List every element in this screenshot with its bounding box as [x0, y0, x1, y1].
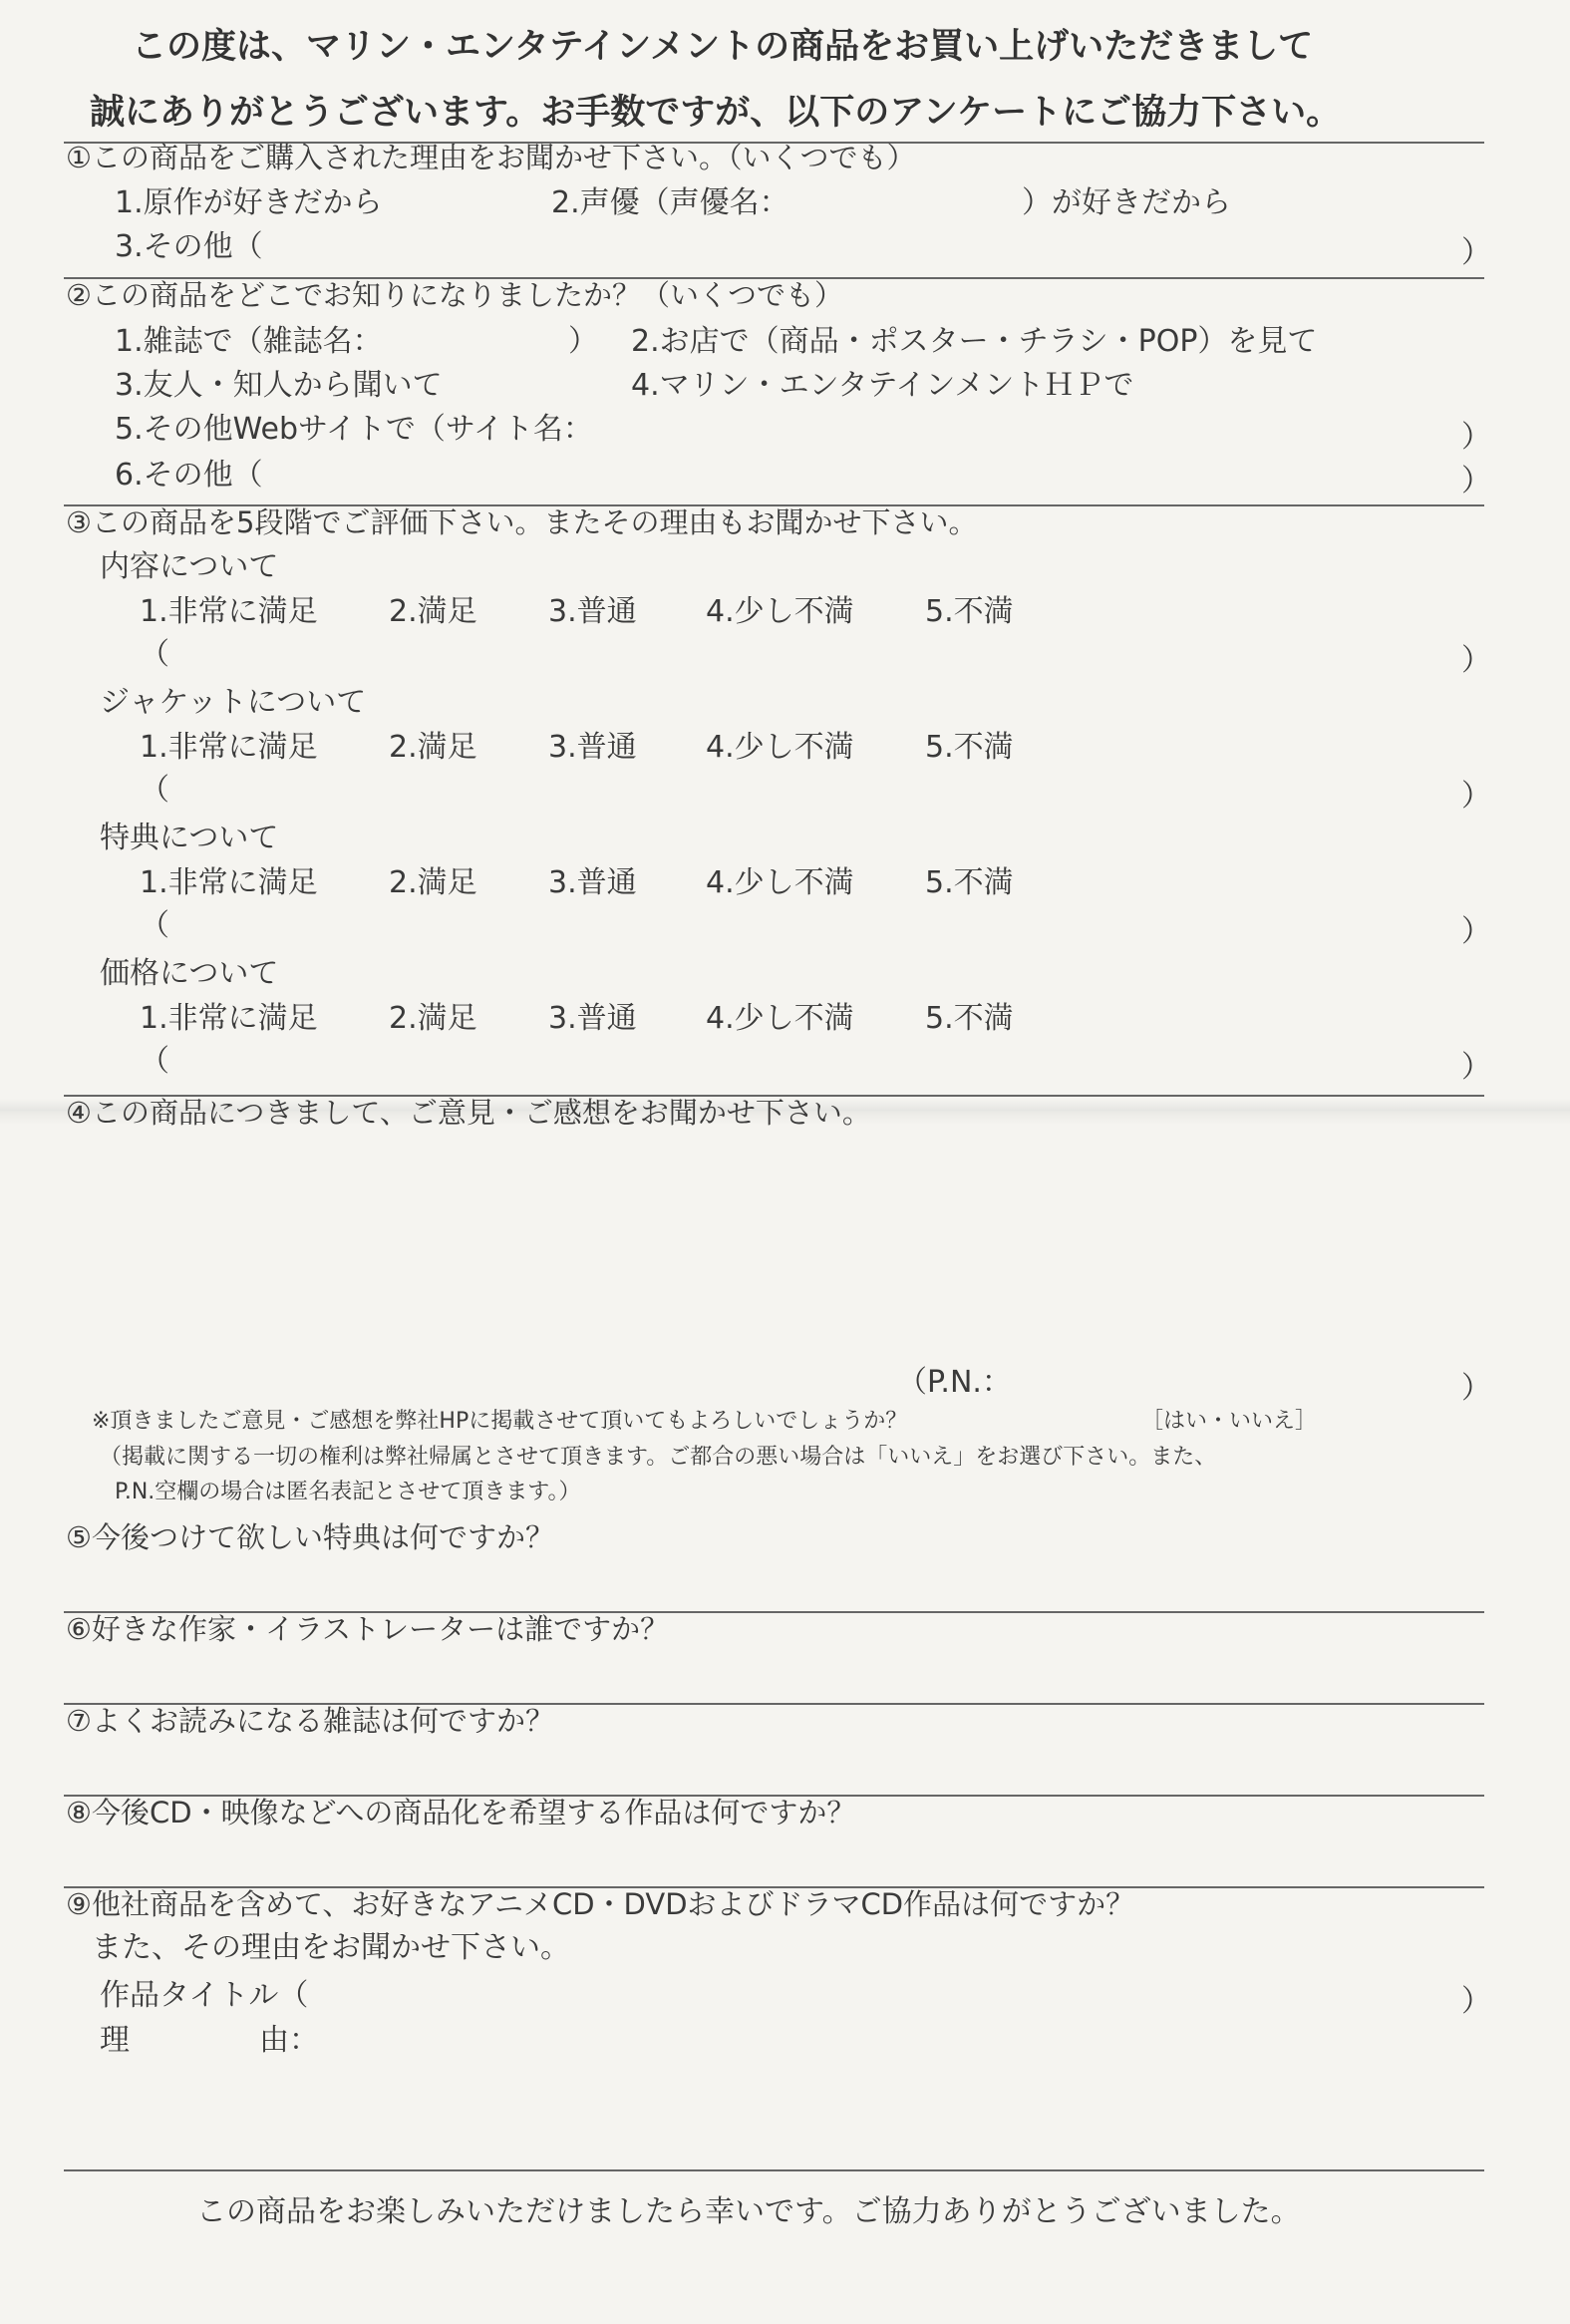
- q2-option-4[interactable]: 4.マリン・エンタテインメントＨＰで: [631, 368, 1134, 403]
- q4-pen-name[interactable]: （P.N.：: [897, 1365, 1012, 1400]
- q4-publish-note: ※頂きましたご意見・ご感想を弊社HPに掲載させて頂いてもよろしいでしょうか？: [92, 1409, 908, 1434]
- q1-option-3[interactable]: 3.その他（: [115, 229, 263, 264]
- q4-pen-name-close: ）: [1461, 1371, 1491, 1406]
- q3-content-close-paren: ）: [1461, 643, 1491, 678]
- q3-content-rating-3[interactable]: 3.普通: [548, 594, 637, 629]
- q3-category-content: 内容について: [100, 549, 279, 584]
- q3-bonus-rating-1[interactable]: 1.非常に満足: [140, 865, 318, 900]
- q7-title: ⑦よくお読みになる雑誌は何ですか？: [66, 1704, 554, 1738]
- q3-jacket-rating-5[interactable]: 5.不満: [925, 730, 1014, 765]
- q3-category-price: 価格について: [100, 956, 279, 991]
- q3-price-rating-1[interactable]: 1.非常に満足: [140, 1001, 318, 1036]
- q4-rights-note: （掲載に関する一切の権利は弊社帰属とさせて頂きます。ご都合の悪い場合は「いいえ」をお選び下さい。また、: [100, 1445, 1217, 1470]
- q3-category-jacket: ジャケットについて: [100, 685, 367, 720]
- q3-price-close-paren: ）: [1461, 1050, 1491, 1085]
- q1-option-2[interactable]: 2.声優（声優名：: [551, 185, 789, 220]
- q3-bonus-rating-5[interactable]: 5.不満: [925, 865, 1014, 900]
- q3-jacket-close-paren: ）: [1461, 779, 1491, 814]
- q3-jacket-rating-4[interactable]: 4.少し不満: [706, 730, 854, 765]
- q3-bonus-open-paren: （: [140, 908, 169, 943]
- q2-option-5-close: ）: [1461, 420, 1491, 455]
- header-line-2: 誠にありがとうございます。お手数ですが、以下のアンケートにご協力下さい。: [90, 93, 1342, 133]
- q9-reason-label-a: 理: [100, 2023, 130, 2058]
- q3-price-rating-3[interactable]: 3.普通: [548, 1001, 637, 1036]
- q3-jacket-rating-3[interactable]: 3.普通: [548, 730, 637, 765]
- q3-bonus-rating-3[interactable]: 3.普通: [548, 865, 637, 900]
- q4-publish-choice[interactable]: ［はい・いいえ］: [1141, 1409, 1318, 1434]
- q3-content-rating-2[interactable]: 2.満足: [389, 594, 477, 629]
- q3-jacket-rating-2[interactable]: 2.満足: [389, 730, 477, 765]
- q6-title: ⑥好きな作家・イラストレーターは誰ですか？: [66, 1612, 670, 1646]
- footer-thanks: この商品をお楽しみいただけましたら幸いです。ご協力ありがとうございました。: [196, 2194, 1301, 2229]
- q9-work-title[interactable]: 作品タイトル（: [100, 1978, 309, 2013]
- q4-anonymous-note: P.N.空欄の場合は匿名表記とさせて頂きます。）: [115, 1480, 581, 1504]
- q3-bonus-close-paren: ）: [1461, 914, 1491, 949]
- q1-option-1[interactable]: 1.原作が好きだから: [115, 185, 383, 220]
- q9-work-title-close: ）: [1461, 1984, 1491, 2019]
- q3-price-rating-4[interactable]: 4.少し不満: [706, 1001, 854, 1036]
- q2-option-1-close: ）: [568, 324, 598, 359]
- q2-title: ②この商品をどこでお知りになりましたか？（いくつでも）: [66, 278, 843, 312]
- q3-jacket-rating-1[interactable]: 1.非常に満足: [140, 730, 318, 765]
- q3-jacket-open-paren: （: [140, 773, 169, 808]
- q3-content-rating-5[interactable]: 5.不満: [925, 594, 1014, 629]
- q3-content-rating-4[interactable]: 4.少し不満: [706, 594, 854, 629]
- q3-content-open-paren: （: [140, 637, 169, 672]
- q2-option-6-close: ）: [1461, 464, 1491, 498]
- q1-title: ①この商品をご購入された理由をお聞かせ下さい。（いくつでも）: [66, 141, 916, 174]
- q3-bonus-rating-4[interactable]: 4.少し不満: [706, 865, 854, 900]
- q3-title: ③この商品を5段階でご評価下さい。またその理由もお聞かせ下さい。: [66, 505, 978, 539]
- header-line-1: この度は、マリン・エンタテインメントの商品をお買い上げいただきまして: [132, 27, 1314, 67]
- q2-option-3[interactable]: 3.友人・知人から聞いて: [115, 368, 443, 403]
- q4-title: ④この商品につきまして、ご意見・ご感想をお聞かせ下さい。: [66, 1096, 871, 1130]
- q8-title: ⑧今後CD・映像などへの商品化を希望する作品は何ですか？: [66, 1796, 856, 1829]
- q2-option-6[interactable]: 6.その他（: [115, 458, 263, 493]
- q3-price-rating-2[interactable]: 2.満足: [389, 1001, 477, 1036]
- q9-subtitle: また、その理由をお聞かせ下さい。: [92, 1930, 570, 1965]
- q1-option-2-close: ）が好きだから: [1022, 185, 1231, 220]
- q2-option-1[interactable]: 1.雑誌で（雑誌名：: [115, 324, 383, 359]
- q3-content-rating-1[interactable]: 1.非常に満足: [140, 594, 318, 629]
- q3-price-open-paren: （: [140, 1044, 169, 1079]
- q2-option-5[interactable]: 5.その他Webサイトで（サイト名：: [115, 412, 593, 447]
- q5-title: ⑤今後つけて欲しい特典は何ですか？: [66, 1520, 554, 1554]
- q2-option-2[interactable]: 2.お店で（商品・ポスター・チラシ・POP）を見て: [631, 324, 1318, 359]
- divider: [64, 2169, 1484, 2171]
- q3-bonus-rating-2[interactable]: 2.満足: [389, 865, 477, 900]
- q9-reason-label-b[interactable]: 由：: [259, 2023, 319, 2058]
- q9-title: ⑨他社商品を含めて、お好きなアニメCD・DVDおよびドラマCD作品は何ですか？: [66, 1887, 1135, 1921]
- q3-price-rating-5[interactable]: 5.不満: [925, 1001, 1014, 1036]
- q3-category-bonus: 特典について: [100, 821, 279, 855]
- q1-close-paren: ）: [1461, 235, 1491, 270]
